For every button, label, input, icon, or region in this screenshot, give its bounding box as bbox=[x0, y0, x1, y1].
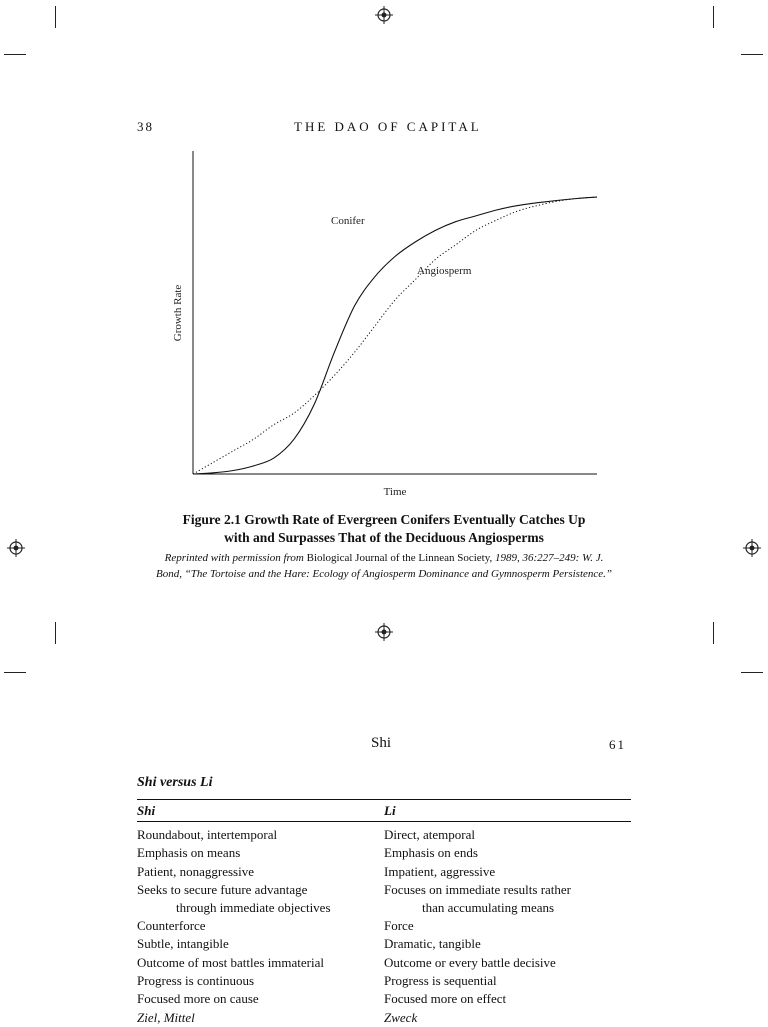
table-cell-shi: Emphasis on means bbox=[137, 845, 241, 860]
table-cell-shi: Progress is continuous bbox=[137, 973, 254, 988]
crop-mark bbox=[4, 672, 26, 673]
column-header-shi: Shi bbox=[137, 803, 156, 818]
table-cell-li: Force bbox=[384, 918, 414, 933]
table-cell-shi-continued: through immediate objectives bbox=[176, 900, 331, 915]
table-cell-li: Emphasis on ends bbox=[384, 845, 478, 860]
table-cell-li: Focuses on immediate results rather bbox=[384, 882, 572, 897]
crop-mark bbox=[55, 622, 56, 644]
table-cell-li: Focused more on effect bbox=[384, 991, 507, 1006]
table-cell-shi: Ziel, Mittel bbox=[137, 1010, 195, 1025]
crop-mark bbox=[55, 6, 56, 28]
registration-mark-icon bbox=[375, 6, 393, 24]
crop-mark bbox=[713, 6, 714, 28]
table-cell-li-continued: than accumulating means bbox=[422, 900, 555, 915]
series-label-angiosperm: Angiosperm bbox=[417, 265, 472, 277]
table-cell-shi: Focused more on cause bbox=[137, 991, 259, 1006]
table-cell-shi: Outcome of most battles immaterial bbox=[137, 955, 325, 970]
table-cell-shi: Counterforce bbox=[137, 918, 206, 933]
crop-mark bbox=[741, 54, 763, 55]
y-axis-label: Growth Rate bbox=[172, 284, 184, 342]
table-cell-li: Impatient, aggressive bbox=[384, 864, 496, 879]
table-rule-top bbox=[137, 799, 631, 800]
table-cell-shi: Roundabout, intertemporal bbox=[137, 827, 278, 842]
page-number: 61 bbox=[609, 737, 626, 752]
running-head: Shi bbox=[371, 735, 392, 751]
series-label-conifer: Conifer bbox=[331, 215, 365, 227]
table-cell-li: Outcome or every battle decisive bbox=[384, 955, 556, 970]
running-head: THE DAO OF CAPITAL bbox=[294, 119, 482, 134]
growth-rate-chart bbox=[160, 145, 620, 505]
table-cell-shi: Seeks to secure future advantage bbox=[137, 882, 308, 897]
table-cell-shi: Patient, nonaggressive bbox=[137, 864, 254, 879]
table-rule-header bbox=[137, 821, 631, 822]
crop-mark bbox=[4, 54, 26, 55]
column-header-li: Li bbox=[384, 803, 396, 818]
figure-credit: Reprinted with permission from Biological Journal of the Linnean Society, 1989, 36:227–249: W. J. Bond, “The Tortoise and the Hare: Ecology of Angiosperm Dominance and Gymnosperm Persistence.” bbox=[155, 552, 613, 580]
table-cell-shi: Subtle, intangible bbox=[137, 936, 229, 951]
table-cell-li: Zweck bbox=[384, 1010, 418, 1025]
page-number: 38 bbox=[137, 119, 154, 134]
crop-mark bbox=[713, 622, 714, 644]
registration-mark-icon bbox=[743, 539, 761, 557]
registration-mark-icon bbox=[7, 539, 25, 557]
series-line-conifer bbox=[193, 197, 597, 474]
x-axis-label: Time bbox=[383, 486, 407, 498]
table-cell-li: Direct, atemporal bbox=[384, 827, 475, 842]
crop-mark bbox=[741, 672, 763, 673]
registration-mark-icon bbox=[375, 623, 393, 641]
table-cell-li: Progress is sequential bbox=[384, 973, 497, 988]
series-line-angiosperm bbox=[193, 197, 597, 474]
table-cell-li: Dramatic, tangible bbox=[384, 936, 481, 951]
figure-title: Figure 2.1 Growth Rate of Evergreen Conifers Eventually Catches Up with and Surpasses That of the Deciduous Angiosperms bbox=[182, 512, 586, 545]
table-title: Shi versus Li bbox=[137, 775, 213, 790]
